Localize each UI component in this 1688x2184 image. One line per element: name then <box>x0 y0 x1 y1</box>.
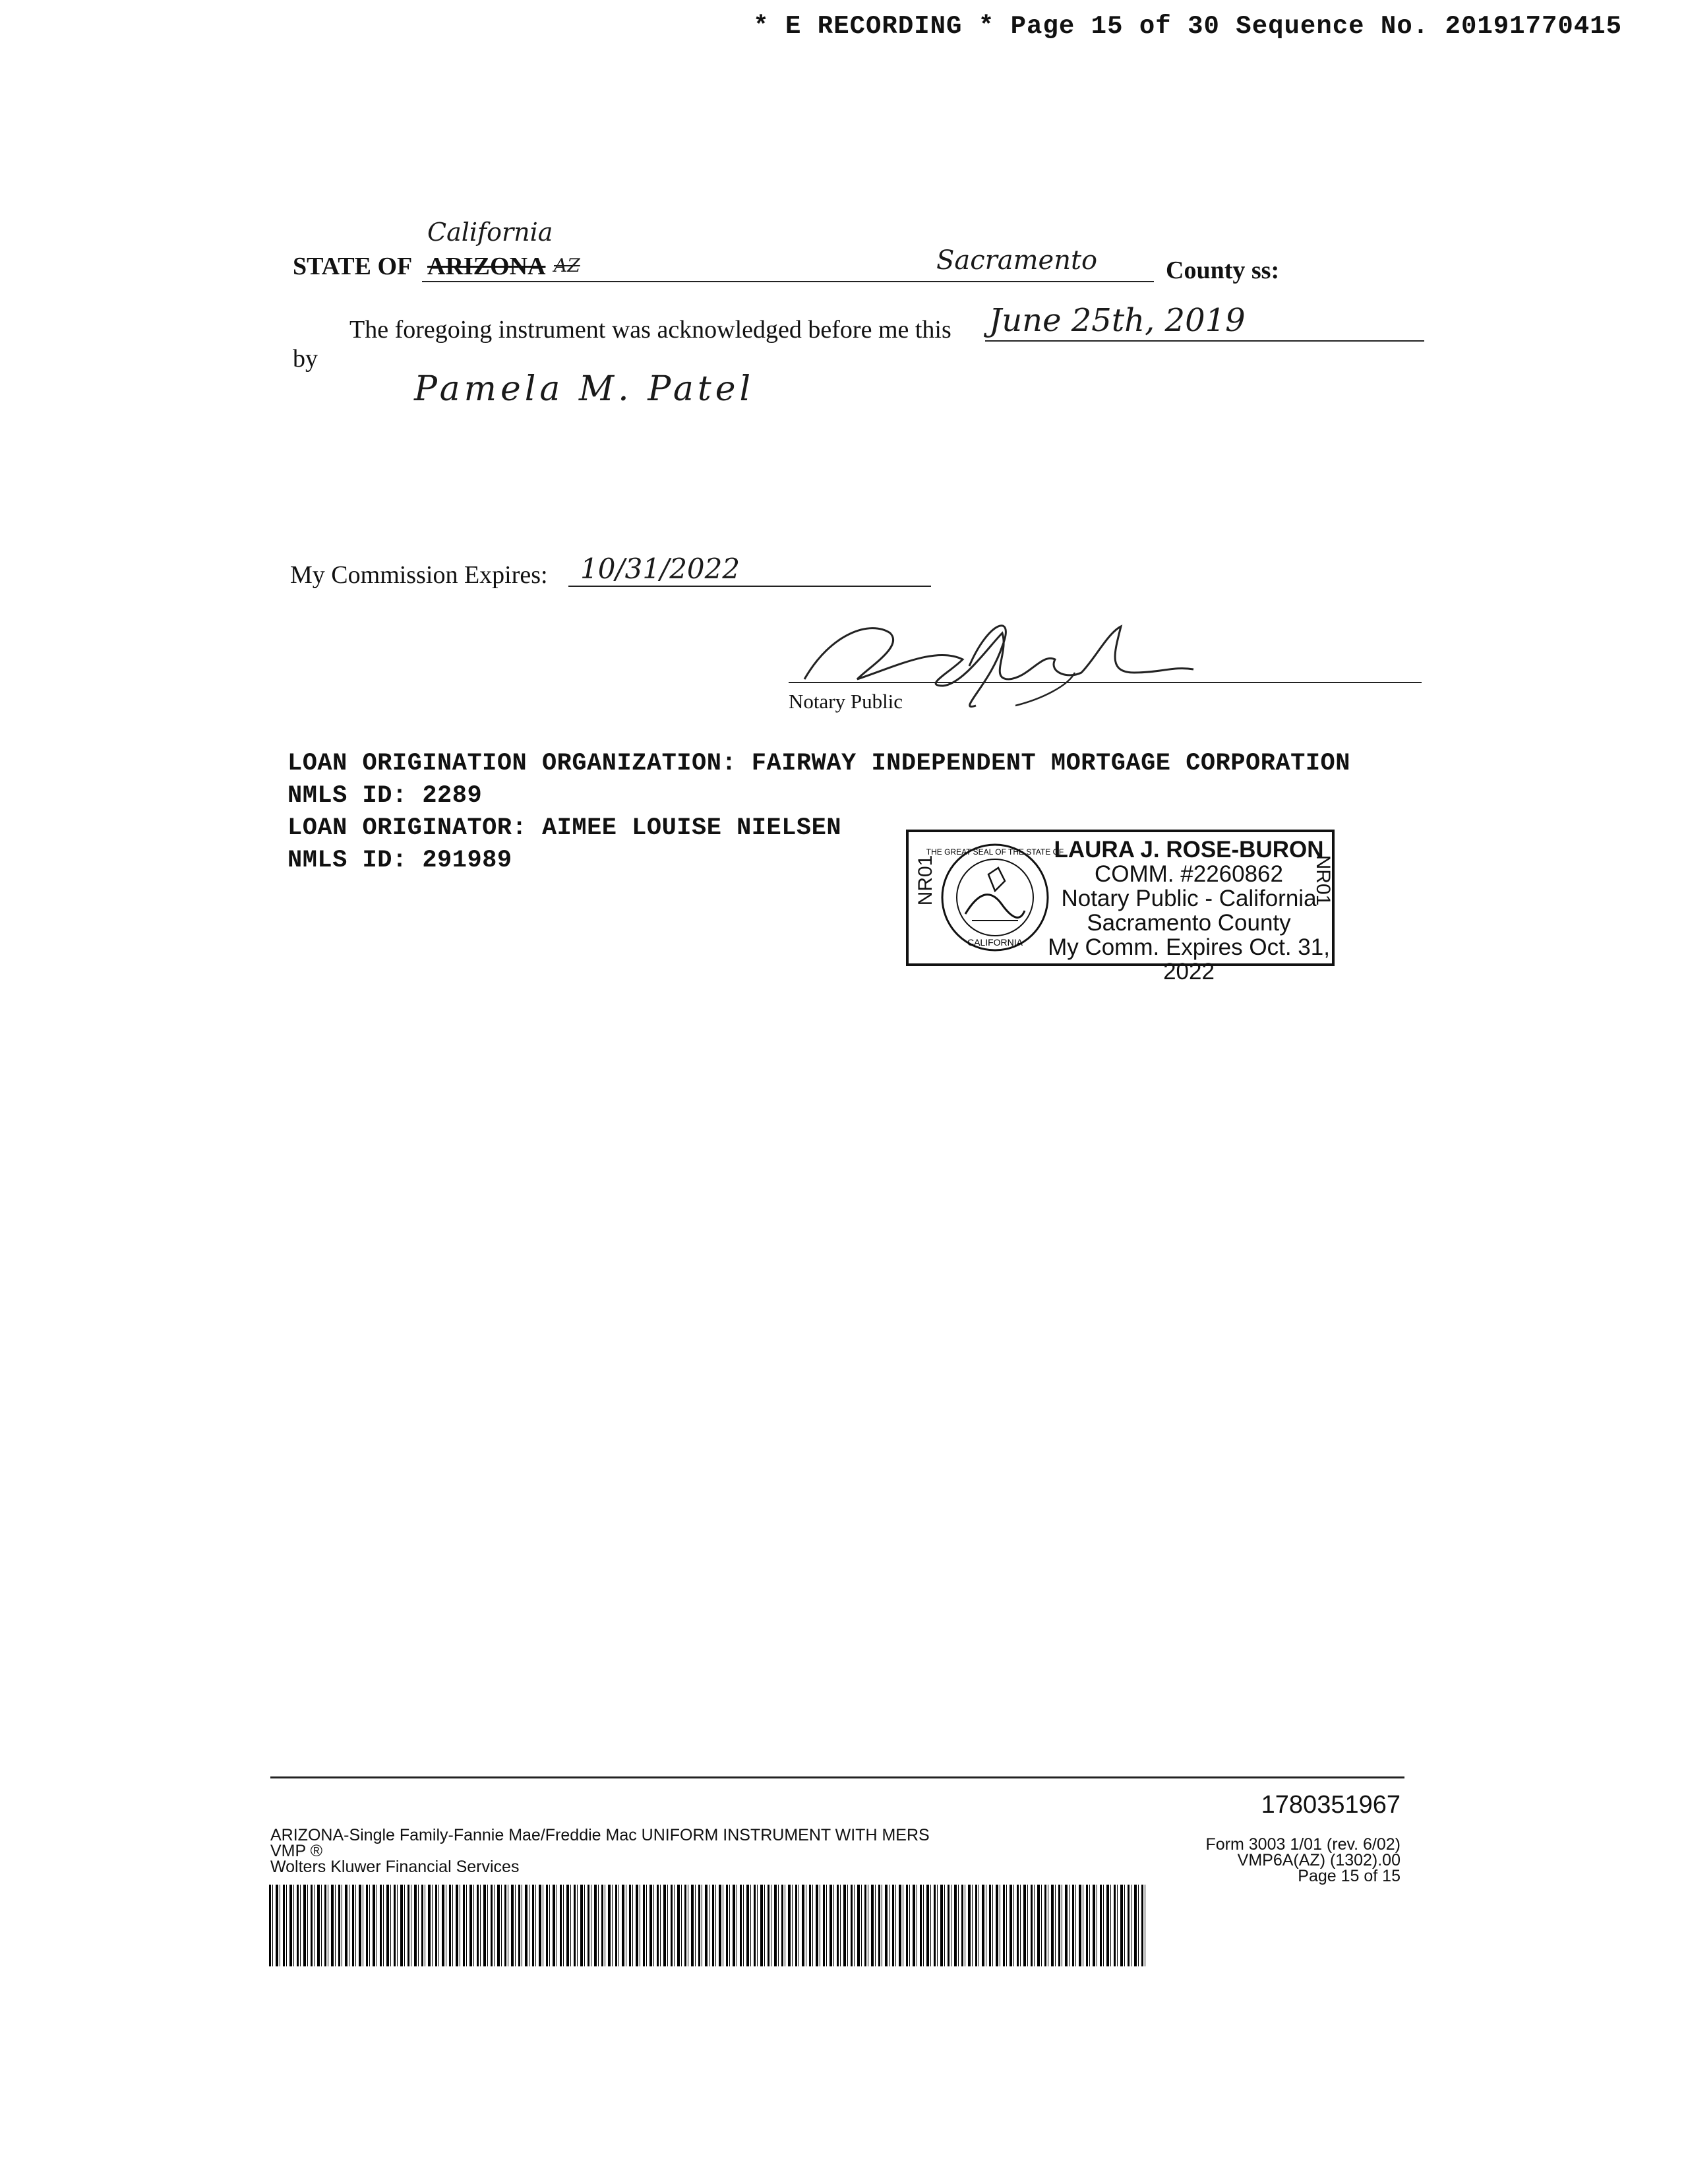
state-struck-abbrev: AZ <box>554 255 580 276</box>
notary-label: Notary Public <box>789 690 903 713</box>
california-seal-image <box>926 841 1064 954</box>
county-handwritten: Sacramento <box>936 245 1098 276</box>
form-code: VMP6A(AZ) (1302).00 <box>1237 1851 1401 1869</box>
ack-date-underline <box>985 340 1424 342</box>
form-number: Form 3003 1/01 (rev. 6/02) <box>1205 1835 1401 1854</box>
stamp-title: Notary Public - California <box>1061 886 1317 911</box>
loan-org-nmls: NMLS ID: 2289 <box>287 782 483 810</box>
stamp-side-code-right: NR01 <box>1312 855 1334 906</box>
recording-header: * E RECORDING * Page 15 of 30 Sequence No. 20191770415 <box>753 12 1622 41</box>
stamp-name: LAURA J. ROSE-BURON <box>1054 837 1324 863</box>
signer-handwritten: Pamela M. Patel <box>414 369 755 409</box>
loan-originator-line: LOAN ORIGINATOR: AIMEE LOUISE NIELSEN <box>287 814 842 842</box>
county-label: County ss: <box>1166 257 1280 284</box>
state-underline <box>422 281 1154 282</box>
loan-originator-nmls: NMLS ID: 291989 <box>287 847 512 874</box>
commission-underline <box>568 586 931 587</box>
barcode-image <box>269 1885 1146 1966</box>
stamp-comm: COMM. #2260862 <box>1095 861 1283 887</box>
state-label: STATE OF <box>293 253 413 280</box>
seal-text-bottom: CALIFORNIA <box>967 937 1023 948</box>
notary-stamp <box>906 830 1335 985</box>
ack-date-handwritten: June 25th, 2019 <box>989 302 1246 339</box>
commission-date-handwritten: 10/31/2022 <box>580 553 740 585</box>
footer-page-number: Page 15 of 15 <box>1298 1867 1401 1885</box>
loan-number: 1780351967 <box>1261 1791 1401 1819</box>
form-title: ARIZONA-Single Family-Fannie Mae/Freddie Mac UNIFORM INSTRUMENT WITH MERS <box>270 1826 930 1844</box>
state-handwritten: California <box>427 218 553 247</box>
state-struck: ARIZONA <box>427 253 546 280</box>
commission-label: My Commission Expires: <box>290 561 548 589</box>
stamp-county: Sacramento County <box>1087 910 1291 936</box>
stamp-side-code-left: NR01 <box>915 855 936 906</box>
vmp-mark: VMP ® <box>270 1842 323 1860</box>
footer-divider <box>270 1776 1404 1778</box>
seal-text-top: THE GREAT SEAL OF THE STATE OF <box>926 847 1064 857</box>
notary-signature-line <box>789 682 1422 683</box>
by-label: by <box>293 345 318 373</box>
instrument-text: The foregoing instrument was acknowledged before me this <box>349 316 951 344</box>
publisher: Wolters Kluwer Financial Services <box>270 1858 520 1876</box>
loan-org-line: LOAN ORIGINATION ORGANIZATION: FAIRWAY INDEPENDENT MORTGAGE CORPORATION <box>287 750 1350 777</box>
stamp-expires: My Comm. Expires Oct. 31, 2022 <box>1048 934 1330 985</box>
